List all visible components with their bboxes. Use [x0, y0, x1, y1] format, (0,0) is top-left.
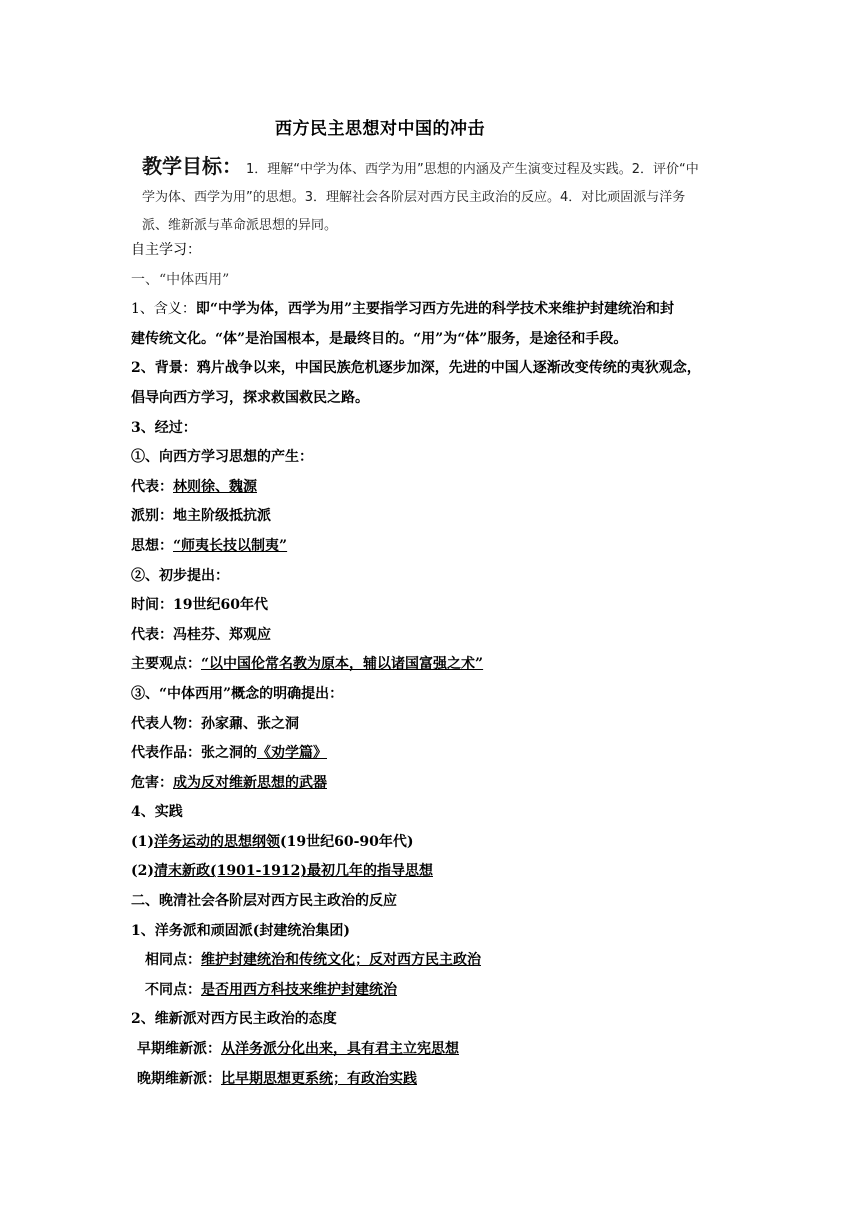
stage1-rep — [131, 473, 771, 503]
diff-value: 是否用西方科技来维护封建统治 — [201, 981, 397, 998]
section2-heading: 二、晚清社会各阶层对西方民主政治的反应 — [131, 893, 397, 910]
stage1-heading: ①、向西方学习思想的产生： — [131, 449, 313, 466]
late-reformers — [131, 1065, 771, 1095]
stage1-thought — [131, 532, 771, 562]
diff-point — [131, 976, 771, 1006]
stage3-work — [131, 739, 771, 769]
same-value: 维护封建统治和传统文化；反对西方民主政治 — [201, 952, 481, 969]
same-label: 相同点： — [145, 952, 201, 969]
self-study-heading: 自主学习： — [131, 242, 201, 258]
stage2-view — [131, 650, 771, 680]
stage2-time — [131, 591, 771, 621]
meaning-text-1: 即“中学为体，西学为用”主要指学习西方先进的科学技术来维护封建统治和封 — [195, 301, 675, 318]
practice1-value: 洋务运动的思想纲领 — [154, 833, 280, 850]
early-label: 早期维新派： — [137, 1041, 221, 1058]
stage1-thought-value: “师夷长技以制夷” — [173, 537, 288, 554]
stage2-view-value: “以中国伦常名教为原本，辅以诸国富强之术” — [201, 656, 484, 673]
practice1-prefix: (1) — [131, 833, 154, 850]
background-line-2: 倡导向西方学习，探求救国救民之路。 — [131, 389, 369, 406]
early-reformers — [131, 1035, 771, 1065]
teaching-objectives — [142, 152, 710, 240]
stage2-rep-value: 冯桂芬、郑观应 — [173, 626, 271, 643]
practice-item-2 — [131, 857, 771, 887]
stage2-heading: ②、初步提出： — [131, 567, 229, 584]
late-label: 晚期维新派： — [137, 1070, 221, 1087]
practice-heading: 4、实践 — [131, 804, 183, 821]
meaning-line-2: 建传统文化。“体”是治国根本，是最终目的。“用”为“体”服务，是途径和手段。 — [131, 330, 628, 347]
background-label: 2、背景： — [131, 360, 197, 377]
objectives-text: 1．理解“中学为体、西学为用”思想的内涵及产生演变过程及实践。2．评价“中学为体、西学为用”的思想。3．理解社会各阶层对西方民主政治的反应。4．对比顽固派与洋务派、维新派与革命派思想的异同。 — [142, 162, 699, 233]
meaning-line-1 — [131, 295, 771, 325]
stage3-person-value: 孙家鼐、张之洞 — [201, 715, 299, 732]
process-heading: 3、经过： — [131, 419, 197, 436]
section2-sub2: 2、维新派对西方民主政治的态度 — [131, 1011, 337, 1028]
stage2-rep-label: 代表： — [131, 626, 173, 643]
background-line-1 — [131, 354, 771, 384]
stage3-harm — [131, 769, 771, 799]
stage2-rep — [131, 621, 771, 651]
practice2-value: 清末新政(1901-1912)最初几年的指导思想 — [154, 863, 433, 880]
stage1-thought-label: 思想： — [131, 537, 173, 554]
stage1-rep-label: 代表： — [131, 478, 173, 495]
stage3-person — [131, 710, 771, 740]
stage1-school-label: 派别： — [131, 508, 173, 525]
practice2-prefix: (2) — [131, 863, 154, 880]
stage3-work-prefix: 张之洞的 — [201, 745, 257, 762]
background-text-1: 鸦片战争以来，中国民族危机逐步加深，先进的中国人逐渐改变传统的夷狄观念， — [196, 360, 701, 377]
late-value: 比早期思想更系统；有政治实践 — [221, 1070, 417, 1087]
meaning-label: 1、含义： — [131, 301, 196, 318]
section1-heading: 一、“中体西用” — [131, 271, 230, 288]
stage1-school — [131, 502, 771, 532]
early-value: 从洋务派分化出来，具有君主立宪思想 — [221, 1041, 459, 1058]
stage3-harm-value: 成为反对维新思想的武器 — [173, 774, 327, 791]
stage3-heading: ③、“中体西用”概念的明确提出： — [131, 685, 344, 702]
practice1-suffix: (19世纪60-90年代) — [280, 833, 414, 850]
document-title: 西方民主思想对中国的冲击 — [275, 119, 485, 139]
objectives-label: 教学目标： — [142, 154, 242, 178]
stage3-harm-label: 危害： — [131, 774, 173, 791]
diff-label: 不同点： — [145, 981, 201, 998]
stage2-time-value: 19世纪60年代 — [173, 597, 268, 614]
stage1-rep-value: 林则徐、魏源 — [173, 478, 257, 495]
stage3-work-label: 代表作品： — [131, 745, 201, 762]
stage2-view-label: 主要观点： — [131, 656, 201, 673]
stage2-time-label: 时间： — [131, 597, 173, 614]
stage3-work-value: 《劝学篇》 — [257, 745, 327, 762]
section2-sub1: 1、洋务派和顽固派(封建统治集团) — [131, 922, 350, 939]
stage1-school-value: 地主阶级抵抗派 — [173, 508, 271, 525]
practice-item-1 — [131, 828, 771, 858]
document-body — [131, 236, 771, 1094]
same-point — [131, 946, 771, 976]
stage3-person-label: 代表人物： — [131, 715, 201, 732]
